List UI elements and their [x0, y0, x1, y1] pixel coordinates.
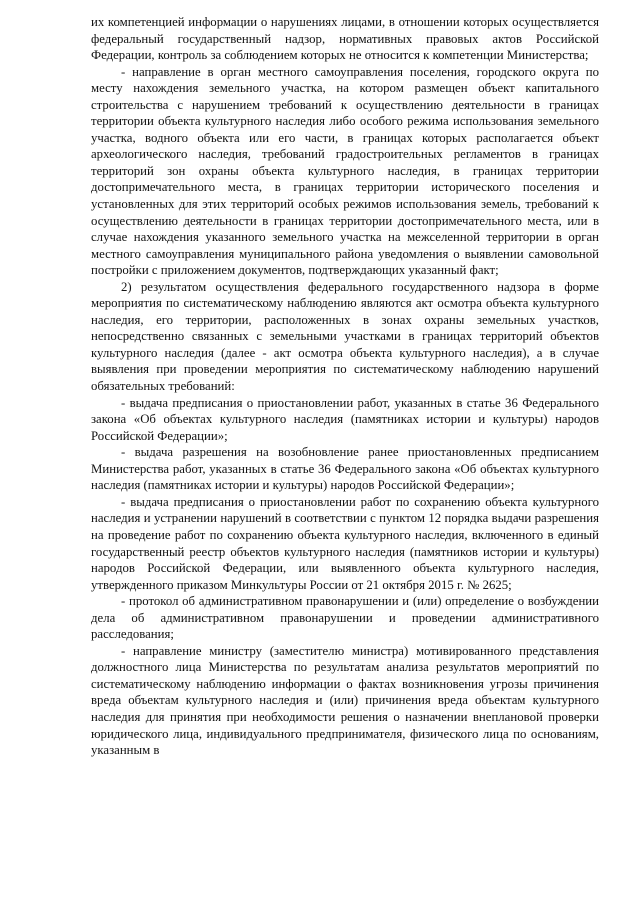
- list-item: - выдача разрешения на возобновление ранее приостановленных предписанием Министерства работ, указанных в статье 36 Федерального закона «Об объектах культурного наследия (памятниках истории и культуры) народов Российской Федерации»;: [91, 445, 599, 493]
- list-item: - протокол об административном правонарушении и (или) определение о возбуждении дела об административном правонарушении и проведении административного расследования;: [91, 594, 599, 642]
- list-item: - направление министру (заместителю министра) мотивированного представления должностного лица Министерства по результатам анализа результатов мероприятий по систематическому наблюдению информации о фактах возникновения угрозы причинения вреда объектам культурного наследия и (или) причинения вреда объектам культурного наследия для принятия при необходимости решения о назначении внеплановой проверки юридического лица, индивидуального предпринимателя, физического лица по основаниям, указанным в: [91, 643, 599, 758]
- paragraph: их компетенцией информации о нарушениях лицами, в отношении которых осуществляется федеральный государственный надзор, нормативных правовых актов Российской Федерации, контроль за соблюдением которых не относится к компетенции Министерства;: [91, 15, 599, 63]
- list-item: - выдача предписания о приостановлении работ, указанных в статье 36 Федерального закона «Об объектах культурного наследия (памятниках истории и культуры) народов Российской Федерации»;: [91, 395, 599, 443]
- list-item: - выдача предписания о приостановлении работ по сохранению объекта культурного наследия и устранении нарушений в соответствии с пунктом 12 порядка выдачи разрешения на проведение работ по сохранению объекта культурного наследия, включенного в единый государственный реестр объектов культурного наследия (памятников истории и культуры) народов Российской Федерации, или выявленного объекта культурного наследия, утвержденного приказом Минкультуры России от 21 октября 2015 г. № 2625;: [91, 494, 599, 592]
- document-page: [91, 14, 599, 759]
- paragraph: - направление в орган местного самоуправления поселения, городского округа по месту нахождения земельного участка, на котором размещен объект капитального строительства с нарушением требований к осуществлению деятельности в границах территории объекта культурного наследия либо особого режима использования земельного участка, водного объекта или его части, в границах которых располагается объект археологического наследия, требований градостроительных регламентов в границах территорий зон охраны объекта культурного наследия, в границах территории достопримечательного места, в границах территории исторического поселения и установленных для этих территорий особых режимов использования земель, требований к осуществлению деятельности в границах территории достопримечательного места, или в случае нахождения указанного земельного участка на межселенной территории в орган местного самоуправления муниципального района уведомления о выявлении самовольной постройки с приложением документов, подтверждающих указанный факт;: [91, 64, 599, 278]
- paragraph: 2) результатом осуществления федерального государственного надзора в форме мероприятия по систематическому наблюдению являются акт осмотра объекта культурного наследия, его территории, расположенных в зонах охраны земельных участков, непосредственно связанных с земельными участками в границах территорий объектов культурного наследия (далее - акт осмотра объекта культурного наследия), а в случае выявления при проведении мероприятия по систематическому наблюдению нарушений обязательных требований:: [91, 279, 599, 394]
